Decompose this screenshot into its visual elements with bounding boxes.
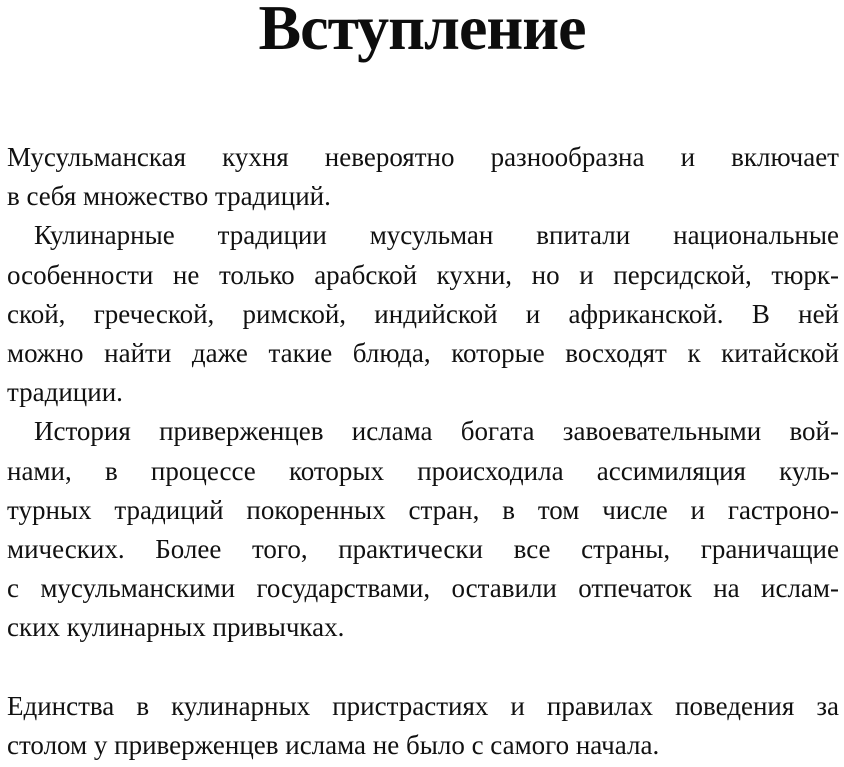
section-gap bbox=[7, 648, 839, 687]
body-text bbox=[7, 138, 839, 765]
paragraph-2 bbox=[7, 216, 839, 412]
text-line: в себя множество традиций. bbox=[7, 181, 331, 212]
text-line: Кулинарные традиции мусульман впитали национальные bbox=[34, 220, 839, 251]
paragraph-1 bbox=[7, 138, 839, 216]
text-line: можно найти даже такие блюда, которые восходят к китайской bbox=[7, 338, 839, 369]
text-line: турных традиций покоренных стран, в том числе и гастроно- bbox=[7, 494, 839, 525]
text-line: Единства в кулинарных пристрастиях и правилах поведения за bbox=[7, 690, 839, 721]
text-line: ских кулинарных привычках. bbox=[7, 612, 345, 643]
text-line: столом у приверженцев ислама не было с самого начала. bbox=[7, 730, 660, 761]
text-line: Мусульманская кухня невероятно разнообразна и включает bbox=[7, 142, 839, 172]
text-line: История приверженцев ислама богата завоевательными вой- bbox=[34, 416, 839, 447]
paragraph-4 bbox=[7, 687, 839, 765]
text-line: особенности не только арабской кухни, но и персидской, тюрк- bbox=[7, 259, 839, 290]
text-line: ской, греческой, римской, индийской и африканской. В ней bbox=[7, 298, 839, 329]
text-line: традиции. bbox=[7, 377, 123, 408]
text-line: нами, в процессе которых происходила ассимиляция куль- bbox=[7, 455, 839, 486]
paragraph-3 bbox=[7, 412, 839, 647]
page-title: Вступление bbox=[258, 0, 586, 63]
text-line: мических. Более того, практически все страны, граничащие bbox=[7, 534, 839, 565]
text-line: с мусульманскими государствами, оставили отпечаток на ислам- bbox=[7, 573, 839, 604]
